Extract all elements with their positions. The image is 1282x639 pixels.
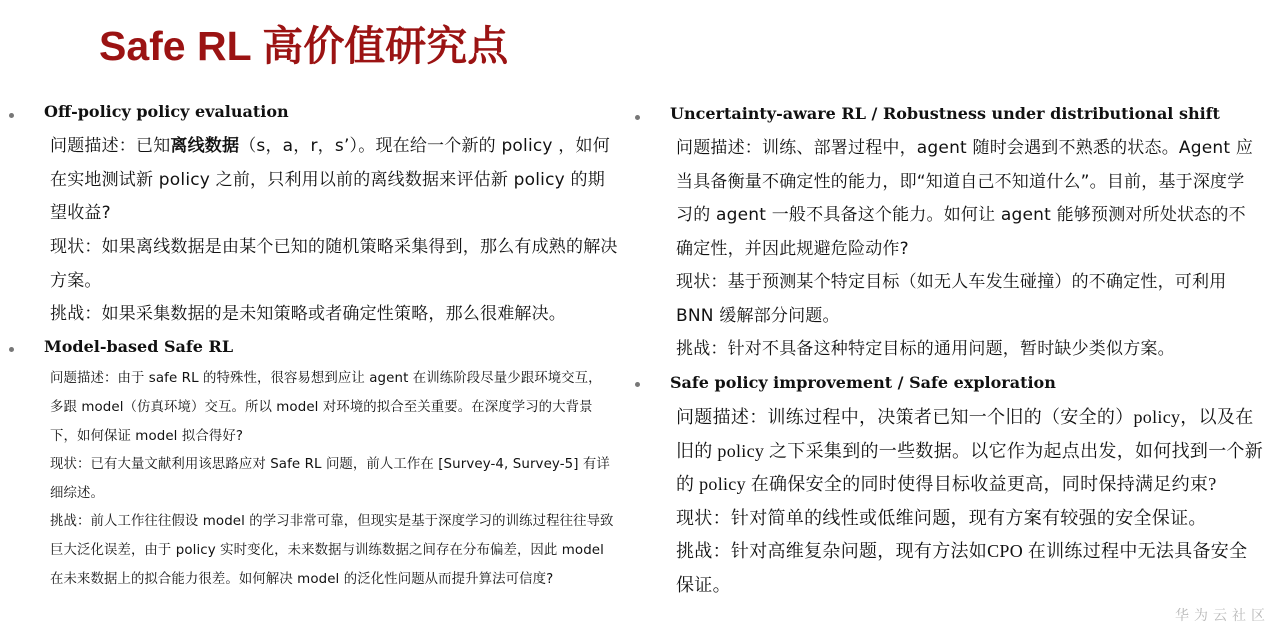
section-heading: Model-based Safe RL — [44, 337, 234, 356]
page-title: Safe RL 高价值研究点 — [99, 23, 509, 69]
challenge: 挑战：如果采集数据的是未知策略或者确定性策略，那么很难解决。 — [50, 304, 566, 324]
challenge: 挑战：针对不具备这种特定目标的通用问题，暂时缺少类似方案。 — [676, 339, 1175, 359]
section-heading: Safe policy improvement / Safe exploration — [670, 373, 1056, 392]
challenge: 挑战：针对高维复杂问题，现有方法如CPO 在训练过程中无法具备安全保证。 — [676, 541, 1248, 595]
bullet-icon — [9, 113, 14, 118]
current-status: 现状：基于预测某个特定目标（如无人车发生碰撞）的不确定性，可利用 BNN 缓解部分问题。 — [676, 272, 1227, 326]
bullet-icon — [635, 382, 640, 387]
problem-description: 问题描述：由于 safe RL 的特殊性，很容易想到应让 agent 在训练阶段尽量少跟环境交互，多跟 model（仿真环境）交互。所以 model 对环境的拟合至关重要。在深度学习的大背景下，如何保证 model 拟合得好? — [50, 371, 602, 444]
bullet-icon — [635, 115, 640, 120]
challenge: 挑战：前人工作往往假设 model 的学习非常可靠，但现实是基于深度学习的训练过程往往导致巨大泛化误差，由于 policy 实时变化，未来数据与训练数据之间存在分布偏差，因此 model 在未来数据上的拟合能力很差。如何解决 model 的泛化性问题从而提升算法可信度? — [50, 514, 614, 587]
current-status: 现状：已有大量文献利用该思路应对 Safe RL 问题，前人工作在 [Survey-4, Survey-5] 有详细综述。 — [50, 457, 610, 501]
current-status: 现状：针对简单的线性或低维问题，现有方案有较强的安全保证。 — [676, 508, 1207, 528]
problem-description: 问题描述：训练过程中，决策者已知一个旧的（安全的）policy，以及在旧的 policy 之下采集到的一些数据。以它作为起点出发，如何找到一个新的 policy 在确保安全的同时使得目标收益更高，同时保持满足约束? — [676, 407, 1264, 494]
bullet-icon — [9, 347, 14, 352]
watermark-logo: 华为云社区 — [1175, 608, 1270, 624]
section-heading: Off-policy policy evaluation — [44, 102, 289, 121]
highlight-offline-data: 离线数据 — [170, 136, 240, 156]
section-heading: Uncertainty-aware RL / Robustness under distributional shift — [670, 104, 1220, 123]
current-status: 现状：如果离线数据是由某个已知的随机策略采集得到，那么有成熟的解决方案。 — [50, 237, 618, 291]
problem-description: 问题描述：已知离线数据（s，a，r，s’）。现在给一个新的 policy ，如何在实地测试新 policy 之前，只利用以前的离线数据来评估新 policy 的期望收益? — [50, 136, 610, 223]
problem-description: 问题描述：训练、部署过程中，agent 随时会遇到不熟悉的状态。Agent 应当具备衡量不确定性的能力，即“知道自己不知道什么”。目前，基于深度学习的 agent 一般不具备这个能力。如何让 agent 能够预测对所处状态的不确定性，并因此规避危险动作? — [676, 138, 1254, 259]
